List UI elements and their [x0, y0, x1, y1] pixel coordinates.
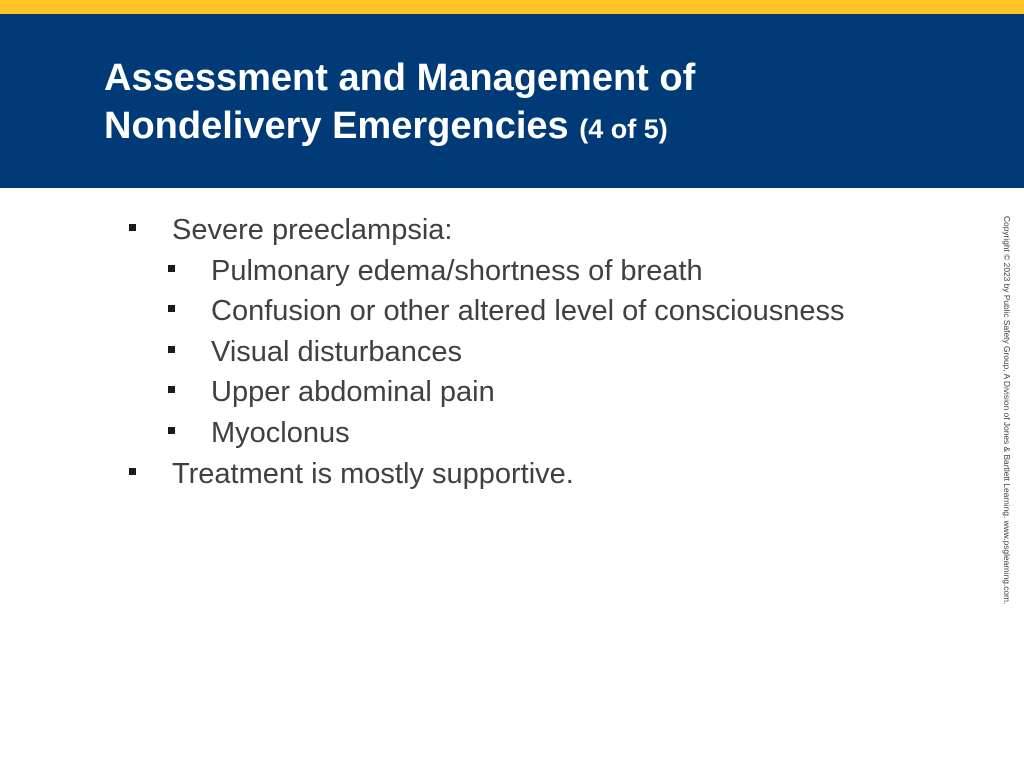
square-bullet-icon: [168, 265, 175, 272]
square-bullet-icon: [129, 468, 136, 475]
title-line-1: Assessment and Management of: [104, 57, 696, 99]
square-bullet-icon: [168, 427, 175, 434]
bullet-item: [0, 210, 960, 251]
top-accent-stripe: [0, 0, 1024, 14]
bullet-text: Severe preeclampsia:: [172, 214, 453, 246]
square-bullet-icon: [168, 346, 175, 353]
sub-bullet-item: [0, 332, 960, 373]
bullet-text: Upper abdominal pain: [211, 376, 495, 409]
title-page-indicator: (4 of 5): [579, 114, 668, 144]
bullet-text: Visual disturbances: [211, 335, 462, 368]
bullet-list: [0, 210, 960, 494]
title-line-2: [104, 102, 924, 153]
square-bullet-icon: [129, 224, 136, 231]
bullet-text: Myoclonus: [211, 416, 350, 449]
sub-bullet-item: [0, 372, 960, 413]
bullet-item: [0, 454, 960, 495]
square-bullet-icon: [168, 305, 175, 312]
sub-bullet-item: [0, 251, 960, 292]
copyright-notice: Copyright © 2023 by Public Safety Group, A Division of Jones & Bartlett Learning. www.psglearning.com.: [1002, 216, 1012, 605]
sub-bullet-item: [0, 413, 960, 454]
sub-bullet-item: [0, 291, 960, 332]
slide-title: [104, 54, 924, 153]
bullet-text: Pulmonary edema/shortness of breath: [211, 254, 703, 287]
title-line-2-text: Nondelivery Emergencies: [104, 105, 569, 147]
bullet-text: Confusion or other altered level of consciousness: [211, 295, 845, 328]
bullet-text: Treatment is mostly supportive.: [172, 457, 574, 490]
square-bullet-icon: [168, 386, 175, 393]
